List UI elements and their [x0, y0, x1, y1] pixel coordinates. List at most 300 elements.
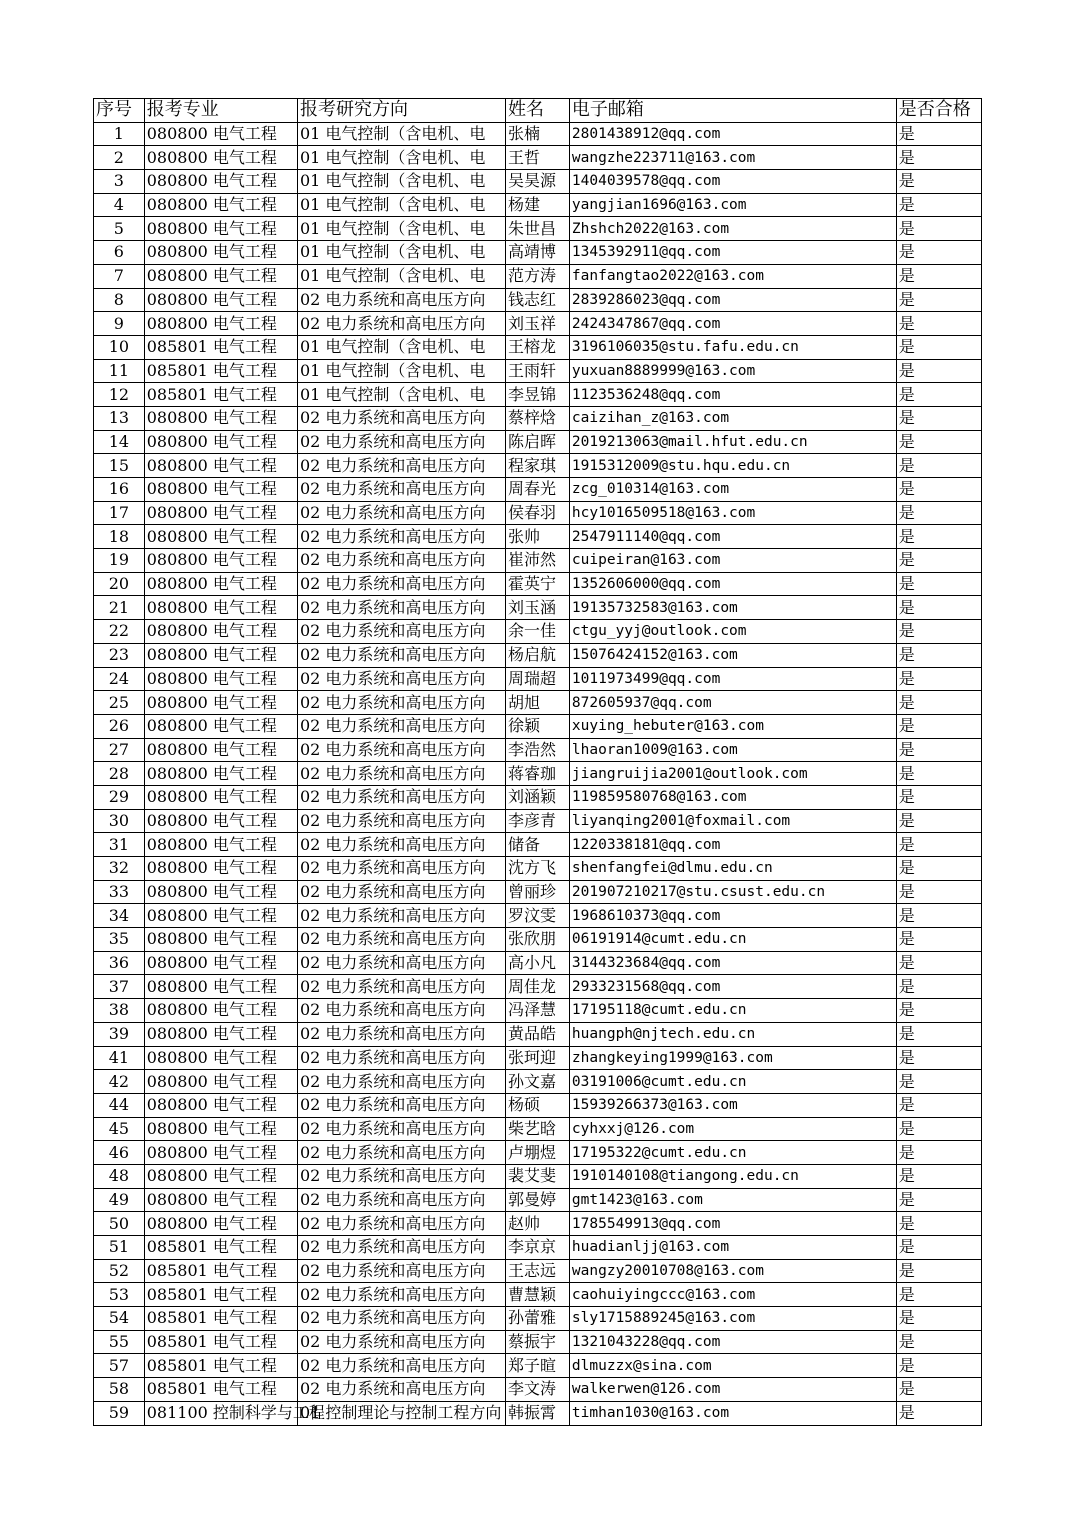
cell-index: 34: [94, 904, 145, 928]
cell-name: 赵帅: [506, 1212, 570, 1236]
cell-direction: 01 电气控制（含电机、电: [297, 122, 505, 146]
cell-index: 4: [94, 193, 145, 217]
cell-index: 41: [94, 1046, 145, 1070]
table-row: [94, 122, 982, 146]
cell-email: 2547911140@qq.com: [569, 525, 896, 549]
cell-major: 080800 电气工程: [144, 643, 297, 667]
cell-direction: 02 电力系统和高电压方向: [297, 1188, 505, 1212]
cell-name: 程家琪: [506, 454, 570, 478]
cell-direction: 02 电力系统和高电压方向: [297, 857, 505, 881]
cell-direction: 02 电力系统和高电压方向: [297, 809, 505, 833]
cell-index: 57: [94, 1354, 145, 1378]
cell-index: 9: [94, 312, 145, 336]
cell-qualified: 是: [896, 525, 981, 549]
cell-direction: 02 电力系统和高电压方向: [297, 975, 505, 999]
header-direction: 报考研究方向: [297, 99, 505, 123]
header-email: 电子邮箱: [569, 99, 896, 123]
cell-direction: 02 电力系统和高电压方向: [297, 1046, 505, 1070]
cell-email: 2801438912@qq.com: [569, 122, 896, 146]
cell-qualified: 是: [896, 1212, 981, 1236]
cell-major: 080800 电气工程: [144, 264, 297, 288]
cell-name: 裴艾斐: [506, 1164, 570, 1188]
cell-index: 10: [94, 335, 145, 359]
cell-qualified: 是: [896, 312, 981, 336]
cell-name: 张楠: [506, 122, 570, 146]
cell-email: zcg_010314@163.com: [569, 478, 896, 502]
cell-qualified: 是: [896, 1164, 981, 1188]
table-row: [94, 667, 982, 691]
cell-name: 曾丽珍: [506, 880, 570, 904]
cell-major: 080800 电气工程: [144, 430, 297, 454]
header-qualified: 是否合格: [896, 99, 981, 123]
cell-qualified: 是: [896, 833, 981, 857]
cell-qualified: 是: [896, 1354, 981, 1378]
cell-index: 45: [94, 1117, 145, 1141]
table-row: [94, 241, 982, 265]
table-row: [94, 1307, 982, 1331]
cell-major: 085801 电气工程: [144, 1330, 297, 1354]
cell-major: 080800 电气工程: [144, 596, 297, 620]
cell-qualified: 是: [896, 999, 981, 1023]
cell-qualified: 是: [896, 241, 981, 265]
cell-email: gmt1423@163.com: [569, 1188, 896, 1212]
cell-email: 03191006@cumt.edu.cn: [569, 1070, 896, 1094]
table-row: [94, 430, 982, 454]
cell-index: 25: [94, 691, 145, 715]
cell-qualified: 是: [896, 359, 981, 383]
cell-email: 2839286023@qq.com: [569, 288, 896, 312]
cell-direction: 01 电气控制（含电机、电: [297, 335, 505, 359]
cell-name: 霍英宁: [506, 572, 570, 596]
cell-qualified: 是: [896, 762, 981, 786]
table-row: [94, 1378, 982, 1402]
table-row: [94, 359, 982, 383]
cell-name: 吴昊源: [506, 170, 570, 194]
cell-name: 胡旭: [506, 691, 570, 715]
cell-index: 1: [94, 122, 145, 146]
cell-email: Zhshch2022@163.com: [569, 217, 896, 241]
cell-direction: 02 电力系统和高电压方向: [297, 1330, 505, 1354]
cell-qualified: 是: [896, 430, 981, 454]
cell-qualified: 是: [896, 1401, 981, 1425]
cell-email: 15076424152@163.com: [569, 643, 896, 667]
cell-major: 085801 电气工程: [144, 335, 297, 359]
cell-index: 39: [94, 1022, 145, 1046]
cell-email: 1123536248@qq.com: [569, 383, 896, 407]
cell-qualified: 是: [896, 596, 981, 620]
cell-index: 2: [94, 146, 145, 170]
cell-major: 080800 电气工程: [144, 714, 297, 738]
cell-major: 080800 电气工程: [144, 193, 297, 217]
cell-index: 15: [94, 454, 145, 478]
cell-direction: 02 电力系统和高电压方向: [297, 572, 505, 596]
cell-email: 06191914@cumt.edu.cn: [569, 928, 896, 952]
cell-index: 46: [94, 1141, 145, 1165]
cell-name: 余一佳: [506, 620, 570, 644]
cell-major: 080800 电气工程: [144, 1188, 297, 1212]
cell-direction: 02 电力系统和高电压方向: [297, 1378, 505, 1402]
cell-direction: 01 电气控制（含电机、电: [297, 264, 505, 288]
cell-index: 35: [94, 928, 145, 952]
cell-name: 陈启晖: [506, 430, 570, 454]
cell-qualified: 是: [896, 572, 981, 596]
cell-index: 8: [94, 288, 145, 312]
cell-index: 42: [94, 1070, 145, 1094]
cell-major: 080800 电气工程: [144, 667, 297, 691]
table-body: [94, 99, 982, 1426]
header-index: 序号: [94, 99, 145, 123]
cell-name: 储备: [506, 833, 570, 857]
cell-email: 1968610373@qq.com: [569, 904, 896, 928]
table-row: [94, 288, 982, 312]
cell-index: 13: [94, 406, 145, 430]
cell-direction: 02 电力系统和高电压方向: [297, 667, 505, 691]
cell-email: sly1715889245@163.com: [569, 1307, 896, 1331]
cell-name: 刘玉祥: [506, 312, 570, 336]
table-row: [94, 170, 982, 194]
cell-name: 蔡振宇: [506, 1330, 570, 1354]
cell-email: fanfangtao2022@163.com: [569, 264, 896, 288]
cell-name: 周瑞超: [506, 667, 570, 691]
cell-direction: 01 电气控制（含电机、电: [297, 383, 505, 407]
cell-qualified: 是: [896, 170, 981, 194]
table-row: [94, 1164, 982, 1188]
cell-name: 王哲: [506, 146, 570, 170]
cell-name: 高小凡: [506, 951, 570, 975]
cell-email: walkerwen@126.com: [569, 1378, 896, 1402]
table-row: [94, 1401, 982, 1425]
cell-email: cuipeiran@163.com: [569, 549, 896, 573]
cell-qualified: 是: [896, 1093, 981, 1117]
cell-name: 周佳龙: [506, 975, 570, 999]
cell-index: 44: [94, 1093, 145, 1117]
table-row: [94, 1022, 982, 1046]
cell-qualified: 是: [896, 1070, 981, 1094]
cell-email: 1404039578@qq.com: [569, 170, 896, 194]
cell-direction: 02 电力系统和高电压方向: [297, 714, 505, 738]
cell-name: 钱志红: [506, 288, 570, 312]
cell-email: caizihan_z@163.com: [569, 406, 896, 430]
cell-direction: 02 电力系统和高电压方向: [297, 1117, 505, 1141]
table-row: [94, 312, 982, 336]
cell-qualified: 是: [896, 880, 981, 904]
cell-index: 6: [94, 241, 145, 265]
cell-qualified: 是: [896, 478, 981, 502]
cell-qualified: 是: [896, 335, 981, 359]
cell-name: 柴艺晗: [506, 1117, 570, 1141]
cell-name: 崔沛然: [506, 549, 570, 573]
cell-email: lhaoran1009@163.com: [569, 738, 896, 762]
cell-qualified: 是: [896, 1046, 981, 1070]
candidate-list-sheet: [93, 98, 982, 1426]
cell-index: 21: [94, 596, 145, 620]
cell-email: 1785549913@qq.com: [569, 1212, 896, 1236]
cell-direction: 02 电力系统和高电压方向: [297, 880, 505, 904]
cell-index: 23: [94, 643, 145, 667]
table-row: [94, 596, 982, 620]
cell-email: yangjian1696@163.com: [569, 193, 896, 217]
cell-qualified: 是: [896, 264, 981, 288]
cell-index: 27: [94, 738, 145, 762]
cell-major: 080800 电气工程: [144, 406, 297, 430]
cell-direction: 02 电力系统和高电压方向: [297, 691, 505, 715]
cell-name: 李京京: [506, 1236, 570, 1260]
cell-direction: 02 电力系统和高电压方向: [297, 478, 505, 502]
header-name: 姓名: [506, 99, 570, 123]
cell-email: caohuiyingccc@163.com: [569, 1283, 896, 1307]
cell-major: 080800 电气工程: [144, 1022, 297, 1046]
cell-direction: 02 电力系统和高电压方向: [297, 525, 505, 549]
cell-index: 3: [94, 170, 145, 194]
cell-qualified: 是: [896, 122, 981, 146]
cell-qualified: 是: [896, 643, 981, 667]
cell-name: 高靖博: [506, 241, 570, 265]
table-row: [94, 406, 982, 430]
cell-qualified: 是: [896, 1141, 981, 1165]
cell-email: shenfangfei@dlmu.edu.cn: [569, 857, 896, 881]
cell-major: 080800 电气工程: [144, 146, 297, 170]
cell-direction: 02 电力系统和高电压方向: [297, 1070, 505, 1094]
cell-direction: 02 电力系统和高电压方向: [297, 928, 505, 952]
cell-name: 王榕龙: [506, 335, 570, 359]
table-row: [94, 691, 982, 715]
cell-qualified: 是: [896, 501, 981, 525]
cell-name: 杨建: [506, 193, 570, 217]
table-row: [94, 454, 982, 478]
cell-direction: 02 电力系统和高电压方向: [297, 833, 505, 857]
cell-index: 33: [94, 880, 145, 904]
cell-email: 1321043228@qq.com: [569, 1330, 896, 1354]
cell-name: 李文涛: [506, 1378, 570, 1402]
cell-major: 080800 电气工程: [144, 857, 297, 881]
cell-major: 080800 电气工程: [144, 951, 297, 975]
header-major: 报考专业: [144, 99, 297, 123]
cell-direction: 02 电力系统和高电压方向: [297, 1307, 505, 1331]
cell-email: 15939266373@163.com: [569, 1093, 896, 1117]
cell-major: 080800 电气工程: [144, 880, 297, 904]
cell-major: 080800 电气工程: [144, 999, 297, 1023]
cell-qualified: 是: [896, 1022, 981, 1046]
cell-name: 韩振霄: [506, 1401, 570, 1425]
table-row: [94, 549, 982, 573]
cell-index: 26: [94, 714, 145, 738]
cell-email: wangzhe223711@163.com: [569, 146, 896, 170]
cell-major: 085801 电气工程: [144, 1378, 297, 1402]
cell-qualified: 是: [896, 1259, 981, 1283]
cell-qualified: 是: [896, 667, 981, 691]
cell-index: 49: [94, 1188, 145, 1212]
table-row: [94, 762, 982, 786]
cell-major: 080800 电气工程: [144, 1093, 297, 1117]
table-row: [94, 525, 982, 549]
cell-index: 11: [94, 359, 145, 383]
cell-major: 081100 控制科学与工程: [144, 1401, 297, 1425]
cell-qualified: 是: [896, 1188, 981, 1212]
table-row: [94, 335, 982, 359]
cell-index: 17: [94, 501, 145, 525]
cell-direction: 02 电力系统和高电压方向: [297, 312, 505, 336]
cell-index: 37: [94, 975, 145, 999]
cell-email: 1011973499@qq.com: [569, 667, 896, 691]
cell-index: 7: [94, 264, 145, 288]
cell-major: 080800 电气工程: [144, 1212, 297, 1236]
cell-email: wangzy20010708@163.com: [569, 1259, 896, 1283]
cell-name: 郭曼婷: [506, 1188, 570, 1212]
cell-name: 蔡梓焓: [506, 406, 570, 430]
cell-major: 080800 电气工程: [144, 122, 297, 146]
cell-qualified: 是: [896, 951, 981, 975]
table-row: [94, 1212, 982, 1236]
cell-name: 侯春羽: [506, 501, 570, 525]
cell-direction: 02 电力系统和高电压方向: [297, 501, 505, 525]
cell-direction: 02 电力系统和高电压方向: [297, 999, 505, 1023]
cell-qualified: 是: [896, 1236, 981, 1260]
table-row: [94, 1117, 982, 1141]
cell-direction: 02 电力系统和高电压方向: [297, 620, 505, 644]
cell-email: yuxuan8889999@163.com: [569, 359, 896, 383]
table-row: [94, 975, 982, 999]
cell-email: dlmuzzx@sina.com: [569, 1354, 896, 1378]
cell-major: 085801 电气工程: [144, 1259, 297, 1283]
cell-qualified: 是: [896, 620, 981, 644]
cell-name: 王雨轩: [506, 359, 570, 383]
cell-major: 080800 电气工程: [144, 1046, 297, 1070]
cell-qualified: 是: [896, 193, 981, 217]
cell-major: 080800 电气工程: [144, 809, 297, 833]
cell-major: 080800 电气工程: [144, 170, 297, 194]
cell-index: 59: [94, 1401, 145, 1425]
cell-direction: 02 电力系统和高电压方向: [297, 951, 505, 975]
cell-direction: 02 电力系统和高电压方向: [297, 1093, 505, 1117]
cell-qualified: 是: [896, 857, 981, 881]
table-row: [94, 714, 982, 738]
table-row: [94, 572, 982, 596]
cell-email: xuying_hebuter@163.com: [569, 714, 896, 738]
cell-direction: 02 电力系统和高电压方向: [297, 406, 505, 430]
cell-major: 080800 电气工程: [144, 312, 297, 336]
cell-qualified: 是: [896, 738, 981, 762]
cell-direction: 02 电力系统和高电压方向: [297, 1259, 505, 1283]
cell-index: 30: [94, 809, 145, 833]
cell-email: 2019213063@mail.hfut.edu.cn: [569, 430, 896, 454]
cell-qualified: 是: [896, 1307, 981, 1331]
table-row: [94, 1330, 982, 1354]
cell-name: 曹慧颖: [506, 1283, 570, 1307]
cell-index: 38: [94, 999, 145, 1023]
cell-direction: 02 电力系统和高电压方向: [297, 1212, 505, 1236]
cell-major: 080800 电气工程: [144, 572, 297, 596]
cell-name: 刘玉涵: [506, 596, 570, 620]
cell-index: 24: [94, 667, 145, 691]
cell-qualified: 是: [896, 288, 981, 312]
cell-qualified: 是: [896, 383, 981, 407]
cell-direction: 02 电力系统和高电压方向: [297, 454, 505, 478]
cell-name: 徐颖: [506, 714, 570, 738]
cell-name: 沈方飞: [506, 857, 570, 881]
cell-major: 080800 电气工程: [144, 525, 297, 549]
cell-name: 孙文嘉: [506, 1070, 570, 1094]
cell-name: 郑子暄: [506, 1354, 570, 1378]
cell-name: 张珂迎: [506, 1046, 570, 1070]
cell-direction: 02 电力系统和高电压方向: [297, 596, 505, 620]
table-row: [94, 478, 982, 502]
table-row: [94, 833, 982, 857]
cell-email: 17195118@cumt.edu.cn: [569, 999, 896, 1023]
cell-email: ctgu_yyj@outlook.com: [569, 620, 896, 644]
cell-index: 5: [94, 217, 145, 241]
cell-direction: 02 电力系统和高电压方向: [297, 762, 505, 786]
cell-direction: 01 电气控制（含电机、电: [297, 217, 505, 241]
cell-email: 3144323684@qq.com: [569, 951, 896, 975]
cell-direction: 01 电气控制（含电机、电: [297, 359, 505, 383]
cell-name: 张欣朋: [506, 928, 570, 952]
table-row: [94, 951, 982, 975]
cell-major: 080800 电气工程: [144, 1070, 297, 1094]
cell-index: 29: [94, 785, 145, 809]
cell-direction: 01 电气控制（含电机、电: [297, 241, 505, 265]
cell-email: 201907210217@stu.csust.edu.cn: [569, 880, 896, 904]
cell-qualified: 是: [896, 1283, 981, 1307]
cell-major: 080800 电气工程: [144, 478, 297, 502]
cell-direction: 02 电力系统和高电压方向: [297, 288, 505, 312]
cell-index: 53: [94, 1283, 145, 1307]
cell-name: 李浩然: [506, 738, 570, 762]
cell-name: 黄品皓: [506, 1022, 570, 1046]
cell-major: 085801 电气工程: [144, 383, 297, 407]
cell-direction: 02 电力系统和高电压方向: [297, 1236, 505, 1260]
cell-email: 3196106035@stu.fafu.edu.cn: [569, 335, 896, 359]
table-header-row: [94, 99, 982, 123]
table-row: [94, 217, 982, 241]
cell-email: cyhxxj@126.com: [569, 1117, 896, 1141]
cell-major: 080800 电气工程: [144, 620, 297, 644]
cell-index: 12: [94, 383, 145, 407]
table-row: [94, 880, 982, 904]
cell-email: huangph@njtech.edu.cn: [569, 1022, 896, 1046]
cell-major: 080800 电气工程: [144, 549, 297, 573]
cell-email: zhangkeying1999@163.com: [569, 1046, 896, 1070]
cell-qualified: 是: [896, 549, 981, 573]
cell-major: 080800 电气工程: [144, 1164, 297, 1188]
table-row: [94, 146, 982, 170]
cell-major: 080800 电气工程: [144, 217, 297, 241]
cell-index: 54: [94, 1307, 145, 1331]
cell-index: 51: [94, 1236, 145, 1260]
cell-email: timhan1030@163.com: [569, 1401, 896, 1425]
cell-qualified: 是: [896, 975, 981, 999]
cell-major: 080800 电气工程: [144, 454, 297, 478]
cell-name: 王志远: [506, 1259, 570, 1283]
cell-direction: 02 电力系统和高电压方向: [297, 904, 505, 928]
table-row: [94, 193, 982, 217]
cell-index: 32: [94, 857, 145, 881]
cell-email: 1915312009@stu.hqu.edu.cn: [569, 454, 896, 478]
cell-major: 080800 电气工程: [144, 928, 297, 952]
cell-qualified: 是: [896, 904, 981, 928]
cell-major: 080800 电气工程: [144, 904, 297, 928]
cell-name: 罗汶雯: [506, 904, 570, 928]
cell-major: 085801 电气工程: [144, 1236, 297, 1260]
cell-direction: 01 电气控制（含电机、电: [297, 146, 505, 170]
table-row: [94, 1046, 982, 1070]
cell-email: 119859580768@163.com: [569, 785, 896, 809]
cell-index: 16: [94, 478, 145, 502]
cell-major: 085801 电气工程: [144, 359, 297, 383]
table-row: [94, 904, 982, 928]
cell-qualified: 是: [896, 1330, 981, 1354]
table-row: [94, 1236, 982, 1260]
cell-major: 080800 电气工程: [144, 288, 297, 312]
